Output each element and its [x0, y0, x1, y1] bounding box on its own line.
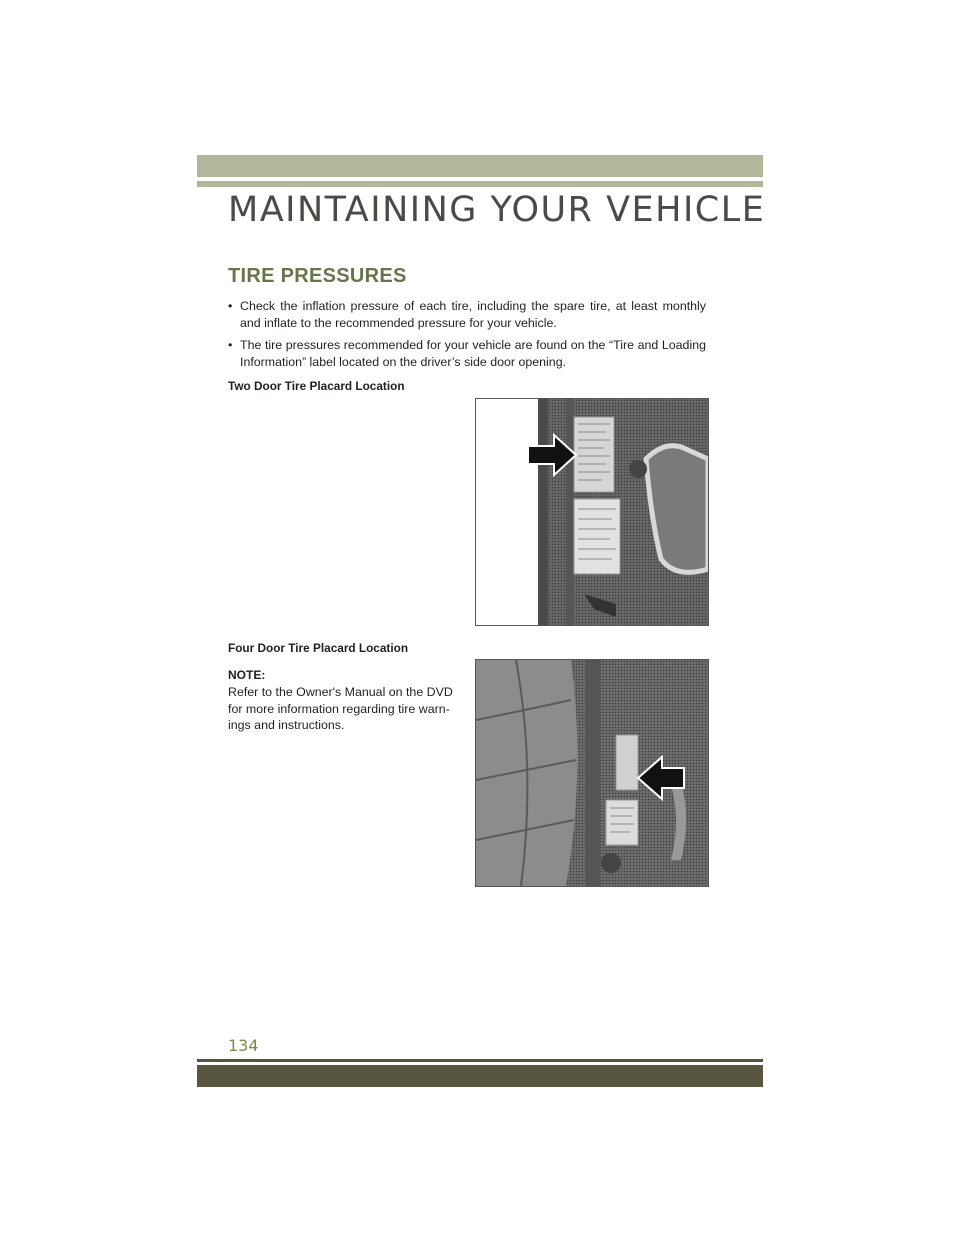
section-title: TIRE PRESSURES [228, 265, 407, 287]
four-door-placard-image [475, 659, 709, 887]
footer-rule [197, 1059, 763, 1062]
header-band [197, 155, 763, 177]
bullet-list [228, 298, 706, 376]
bullet-text: Check the inflation pressure of each tire, including the spare tire, at least monthly and inflate to the recommended pressure for your vehicle. [240, 299, 706, 330]
header-rule [197, 181, 763, 187]
bullet-text: The tire pressures recommended for your vehicle are found on the “Tire and Loading Information” label located on the driver’s side door opening. [240, 338, 706, 369]
list-item [228, 337, 706, 371]
list-item [228, 298, 706, 332]
bullet-dot: • [228, 338, 233, 352]
bullet-dot: • [228, 299, 233, 313]
footer-band [197, 1065, 763, 1087]
two-door-placard-image [475, 398, 709, 626]
note-label: NOTE: [228, 668, 266, 682]
two-door-caption: Two Door Tire Placard Location [228, 379, 405, 393]
four-door-caption: Four Door Tire Placard Location [228, 641, 409, 655]
note-text: Refer to the Owner's Manual on the DVD for more information regarding tire warn-ings and instructions. [228, 685, 453, 732]
page-number: 134 [228, 1036, 259, 1055]
chapter-title: MAINTAINING YOUR VEHICLE [228, 190, 766, 230]
